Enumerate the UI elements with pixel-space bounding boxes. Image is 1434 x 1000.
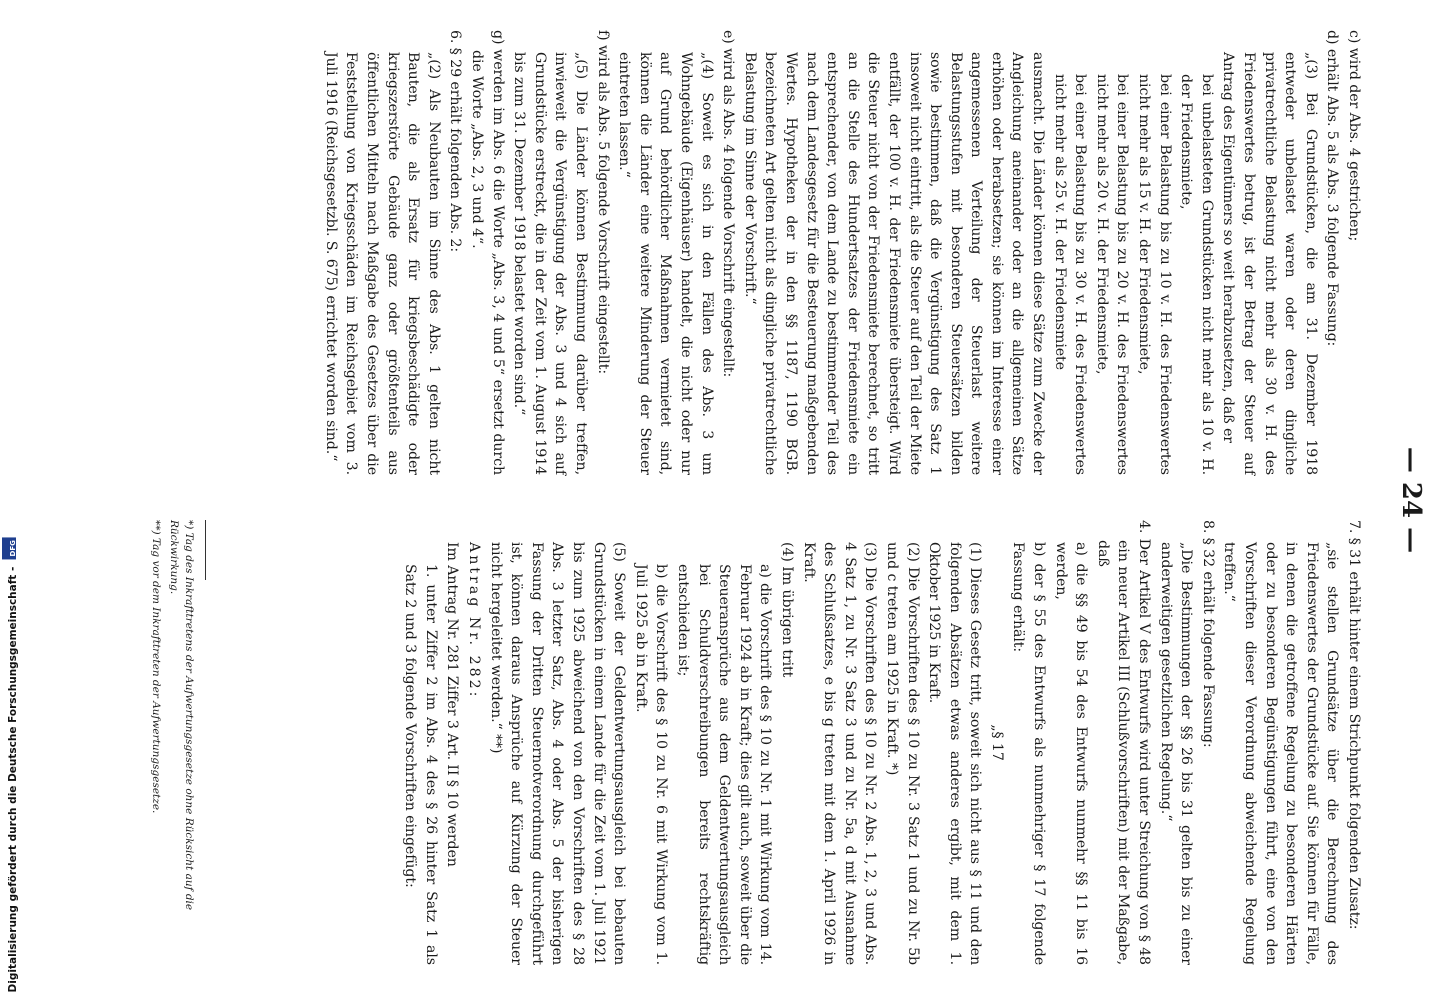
paragraph: 1. unter Ziffer 2 im Abs. 4 des § 26 hinter Satz 1 als Satz 2 und 3 folgende Vorschriften eingefügt: (402, 564, 439, 965)
paragraph: (4) Im übrigen tritt (778, 542, 795, 678)
paragraph: „sie stellen Grundsätze über die Berechnung des Friedenswertes der Grundstücke auf. Sie können für Fälle, in denen die getroffene Regelung zu besonderen Härten oder zu besonderen Begünstigungen führt, eine von den Vorschriften dieser Verordnung abweichende Regelung treffen.“ (1221, 542, 1341, 965)
footnotes (145, 520, 196, 965)
footnote: *) Tag des Inkrafttretens der Aufwertungsgesetze ohne Rücksicht auf die Rückwirkung. (168, 520, 195, 911)
paragraph: f) wird als Abs. 5 folgende Vorschrift eingestellt: (594, 30, 611, 375)
paragraph: „(4) Soweit es sich in den Fällen des Abs. 3 um Wohngebäude (Eigenhäuser) handelt, die nicht oder nur auf Grund behördlicher Maßnahmen vermietet sind, können die Länder eine weitere Minderung der Steuer eintreten lassen.“ (616, 52, 715, 475)
paragraph: b) der § 55 des Entwurfs als nunmehriger § 17 folgende Fassung erhält: (1010, 542, 1048, 965)
footnote: **) Tag vor dem Inkrafttreten der Aufwertungsgesetze. (150, 520, 162, 814)
digitization-footer (0, 0, 18, 1000)
paragraph: d) erhält Abs. 5 als Abs. 3 folgende Fassung: (1324, 30, 1341, 347)
footer-credit (2, 537, 19, 992)
paragraph: „Die Bestimmungen der §§ 26 bis 31 gelten bis zu einer anderweitigen gesetzlichen Regelung.“ (1157, 542, 1195, 965)
paragraph: „(2) Als Neubauten im Sinne des Abs. 1 gelten nicht Bauten, die als Ersatz für kriegsbeschädigte oder kriegszerstörte Gebäude ganz oder größtenteils aus öffentlichen Mitteln nach Maßgabe des Gesetzes über die Feststellung von Kriegsschäden im Reichsgebiet vom 3. Juli 1916 (Reichsgesetzbl. S. 675) errichtet worden sind.“ (322, 52, 442, 475)
paragraph: ausmacht. Die Länder können diese Sätze zum Zwecke der Angleichung aneinander oder an die allgemeinen Sätze erhöhen oder herabsetzen; sie können im Interesse einer angemessenen Verteilung der Steuerlast weitere Belastungsstufen mit besonderen Steuersätzen bilden sowie bestimmen, daß die Vergünstigung des Satz 1 insoweit nicht eintritt, als die Steuer auf den Teil der Miete entfällt, der 100 v. H. der Friedensmiete übersteigt. Wird die Steuer nicht von der Friedensmiete berechnet, so tritt an die Stelle des Hundertsatzes der Friedensmiete ein entsprechender, von dem Lande zu bestimmender Teil des nach dem Landesgesetz für die Besteuerung maßgebenden Wertes. Hypotheken der in den §§ 1187, 1190 BGB. bezeichneten Art gelten nicht als dingliche privatrechtliche Belastung im Sinne der Vorschrift.“ (741, 52, 1047, 475)
paragraph: Im Antrag Nr. 281 Ziffer 3 Art. II § 10 werden (444, 542, 461, 867)
paragraph: e) wird als Abs. 4 folgende Vorschrift eingestellt: (720, 30, 737, 378)
paragraph: „(3) Bei Grundstücken, die am 31. Dezember 1918 entweder unbelastet waren oder deren dingliche privatrechtliche Belastung nicht mehr als 30 v. H. des Friedenswertes betrug, ist der Betrag der Steuer auf Antrag des Eigentümers so weit herabzusetzen, daß er (1220, 52, 1319, 475)
paragraph: 8. § 32 erhält folgende Fassung: (1199, 520, 1216, 748)
paragraph: 6. § 29 erhält folgenden Abs. 2: (447, 30, 464, 253)
footnote-rule (205, 520, 206, 580)
paragraph: a) die Vorschrift des § 10 zu Nr. 1 mit Wirkung vom 14. Februar 1924 ab in Kraft; dies gilt auch, soweit über die Steueransprüche aus dem Geldentwertungsausgleich bei Schuldverschreibungen bereits rechtskräftig entschieden ist; (675, 564, 774, 965)
paragraph: bei unbelasteten Grundstücken nicht mehr als 10 v. H. der Friedensmiete, (1178, 74, 1215, 475)
left-column (319, 30, 1364, 475)
paragraph: 4. Der Artikel V des Entwurfs wird unter Streichung von § 48 ein neuer Artikel III (Schlußvorschriften) mit der Maßgabe, daß (1094, 520, 1153, 965)
paragraph: 7. § 31 erhält hinter einem Strichpunkt folgenden Zusatz: (1346, 520, 1362, 930)
paragraph: c) wird der Abs. 4 gestrichen; (1346, 30, 1362, 242)
paragraph: bei einer Belastung bis zu 20 v. H. des Friedenswertes nicht mehr als 20 v. H. der Friedensmiete, (1093, 74, 1131, 475)
paragraph: g) werden im Abs. 6 die Worte „Abs. 3, 4 und 5“ ersetzt durch die Worte „Abs. 2, 3 und 4“. (469, 30, 506, 475)
paragraph: (2) Die Vorschriften des § 10 zu Nr. 3 Satz 1 und zu Nr. 5b und c treten am 1925 in Kraft. *) (883, 542, 921, 965)
page-number: — 24 — (1396, 446, 1426, 554)
paragraph: a) die §§ 49 bis 54 des Entwurfs nunmehr §§ 11 bis 16 werden, (1052, 542, 1090, 965)
paragraph: (1) Dieses Gesetz tritt, soweit sich nicht aus § 11 und den folgenden Absätzen etwas anderes ergibt, mit dem 1. Oktober 1925 in Kraft. (926, 542, 984, 965)
paragraph: Antrag Nr. 282: (466, 542, 483, 700)
paragraph: bei einer Belastung bis zu 30 v. H. des Friedenswertes nicht mehr als 25 v. H. der Friedensmiete (1051, 74, 1089, 475)
dfg-logo-icon: DFG (2, 537, 16, 559)
paragraph: (3) Die Vorschriften des § 10 zu Nr. 2 Abs. 1, 2, 3 und Abs. 4 Satz 1, zu Nr. 3 Satz 3 und zu Nr. 5a, d mit Ausnahme des Schlußsatzes, e bis g treten mit dem 1. April 1926 in Kraft. (800, 542, 879, 965)
paragraph: „§ 17 (988, 724, 1005, 761)
footer-credit-text: Digitalisierung gefördert durch die Deutsche Forschungsgemeinschaft - (7, 566, 19, 992)
paragraph: bei einer Belastung bis zu 10 v. H. des Friedenswertes nicht mehr als 15 v. H. der Friedensmiete, (1136, 74, 1173, 475)
paragraph: „(5) Die Länder können Bestimmung darüber treffen, inwieweit die Vergünstigung der Abs. 3 und 4 sich auf Grundstücke erstreckt, die in der Zeit vom 1. August 1914 bis zum 31. Dezember 1918 belastet worden sind.“ (511, 52, 590, 475)
right-column (399, 520, 1364, 965)
paragraph: b) die Vorschrift des § 10 zu Nr. 6 mit Wirkung vom 1. Juli 1925 ab in Kraft. (632, 564, 670, 965)
paragraph: (5) Soweit der Geldentwertungsausgleich bei bebauten Grundstücken in einem Lande für die Zeit vom 1. Juli 1921 bis zum 1925 abweichend von den Vorschriften des § 28 Abs. 3 letzter Satz, Abs. 4 oder Abs. 5 der bisherigen Fassung der Dritten Steuernotverordnung durchgeführt ist, können daraus Ansprüche auf Kürzung der Steuer nicht hergeleitet werden.“ **) (487, 542, 628, 965)
